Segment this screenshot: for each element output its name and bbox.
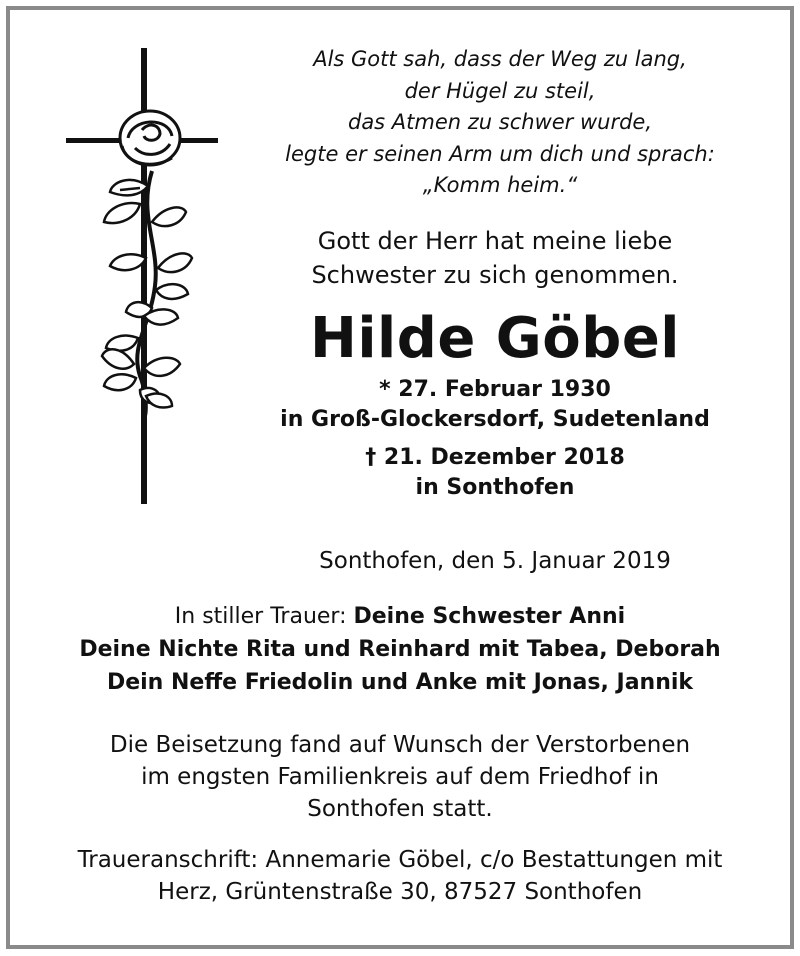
- life-dates: [250, 375, 740, 503]
- birth-date: * 27. Februar 1930: [379, 377, 611, 402]
- address-line: Herz, Grüntenstraße 30, 87527 Sonthofen: [157, 879, 643, 905]
- burial-line: Die Beisetzung fand auf Wunsch der Verstorbenen: [109, 732, 691, 758]
- mourners-prefix: In stiller Trauer:: [174, 604, 354, 629]
- death-date: † 21. Dezember 2018: [365, 445, 625, 470]
- mourner-niece: Deine Nichte Rita und Reinhard mit Tabea, Deborah: [79, 637, 721, 662]
- burial-notice: [20, 729, 780, 825]
- cross-with-rose-icon: [60, 46, 230, 506]
- mourners-line: [20, 600, 780, 633]
- death-place: in Sonthofen: [415, 475, 575, 500]
- deceased-name: Hilde Göbel: [309, 306, 681, 371]
- verse-line: das Atmen zu schwer wurde,: [347, 110, 653, 134]
- address-line: Traueranschrift: Annemarie Göbel, c/o Bestattungen mit: [77, 847, 723, 873]
- burial-line: im engsten Familienkreis auf dem Friedhof in: [141, 764, 659, 790]
- mourning-address: [20, 844, 780, 908]
- intro-line: Gott der Herr hat meine liebe: [317, 227, 673, 255]
- mourner-sister: Deine Schwester Anni: [353, 604, 626, 629]
- birth-place: in Groß-Glockersdorf, Sudetenland: [280, 407, 710, 432]
- mourners-list: [20, 600, 780, 699]
- poem-verse: [250, 44, 750, 202]
- verse-line: legte er seinen Arm um dich und sprach:: [285, 141, 715, 166]
- burial-line: Sonthofen statt.: [307, 796, 493, 822]
- verse-line: Als Gott sah, dass der Weg zu lang,: [313, 47, 687, 71]
- announcement-intro: [250, 224, 740, 292]
- verse-line: „Komm heim.“: [422, 173, 578, 197]
- verse-line: der Hügel zu steil,: [404, 78, 596, 103]
- mourner-nephew: Dein Neffe Friedolin und Anke mit Jonas, Jannik: [106, 670, 694, 695]
- intro-line: Schwester zu sich genommen.: [311, 261, 679, 289]
- place-and-date: Sonthofen, den 5. Januar 2019: [319, 548, 671, 574]
